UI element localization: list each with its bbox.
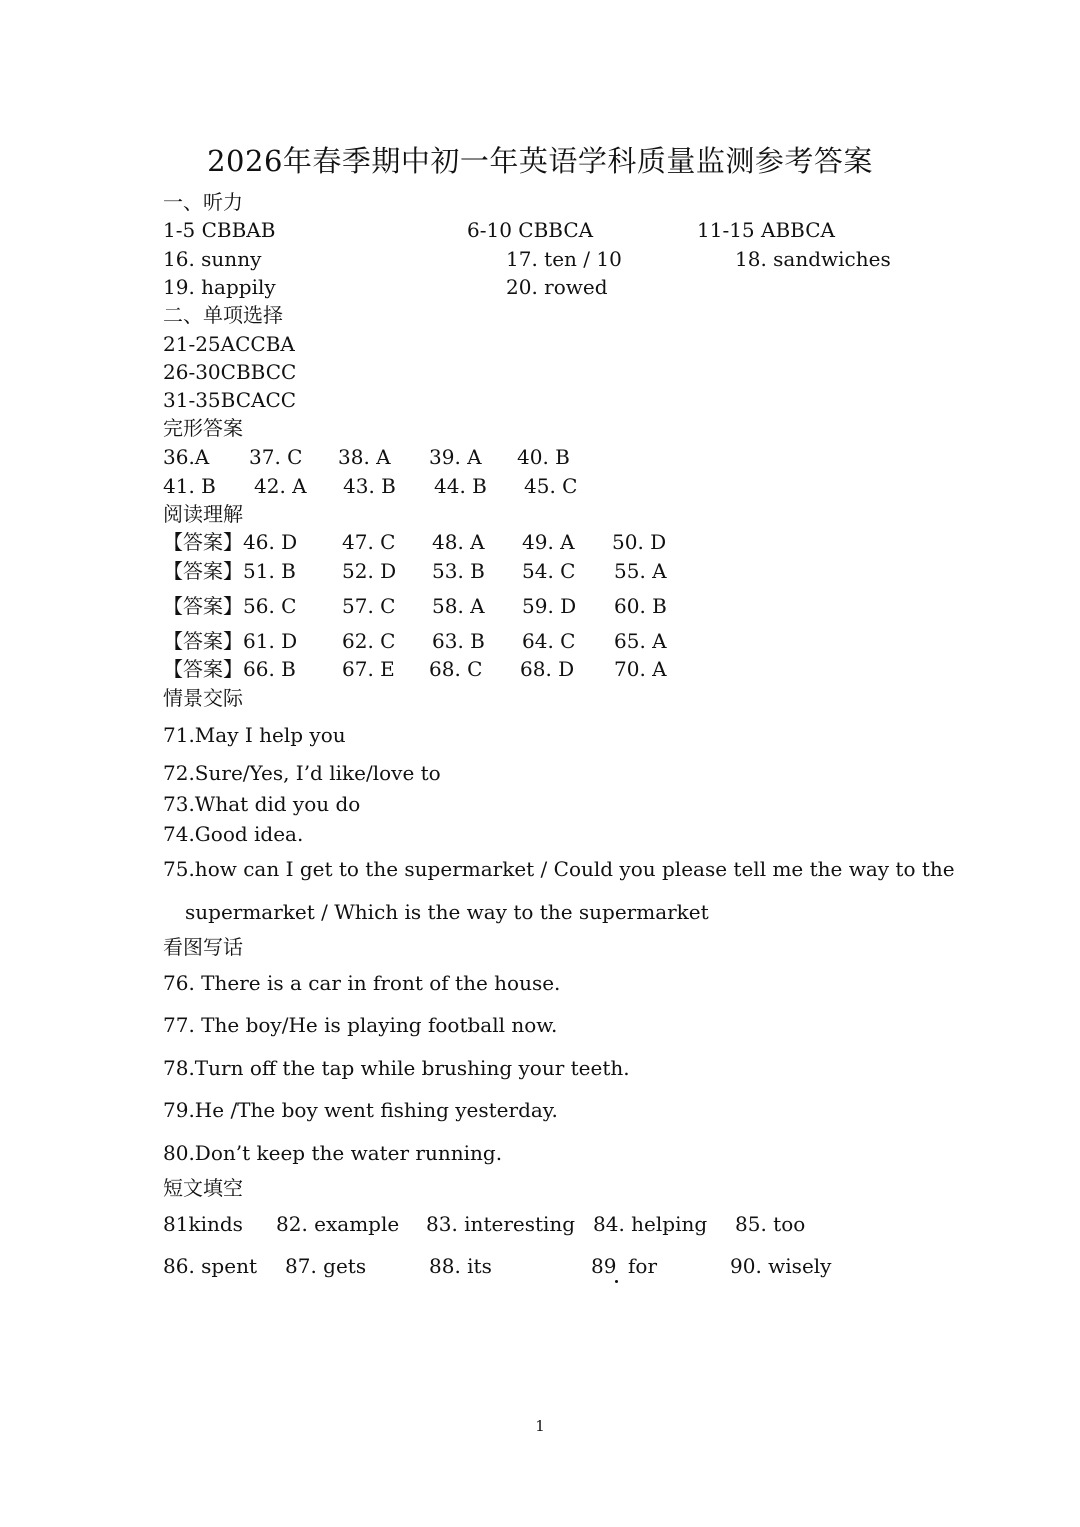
answer-item: 85. too xyxy=(735,1212,806,1236)
answer-item: 58. A xyxy=(432,594,485,618)
answer-item: 72.Sure/Yes, I’d like/love to xyxy=(163,761,441,785)
answer-item: 86. spent xyxy=(163,1254,257,1278)
answer-item: 【答案】61. D xyxy=(163,629,298,653)
answer-item: 83. interesting xyxy=(426,1212,576,1236)
answer-item: 【答案】51. B xyxy=(163,559,296,583)
answer-item: 73.What did you do xyxy=(163,792,361,816)
answer-item: 67. E xyxy=(342,657,395,681)
page-number: 1 xyxy=(535,1417,545,1435)
answer-item: 37. C xyxy=(249,445,303,469)
answer-item: 19. happily xyxy=(163,275,276,299)
answer-item: 45. C xyxy=(524,474,578,498)
answer-item: 81kinds xyxy=(163,1212,243,1236)
stray-dot-mark xyxy=(615,1280,618,1283)
answer-item: 88. its xyxy=(429,1254,492,1278)
answer-item: 55. A xyxy=(614,559,667,583)
answer-item: for xyxy=(628,1254,658,1278)
section-heading-cloze: 完形答案 xyxy=(163,416,243,440)
answer-item: 31-35BCACC xyxy=(163,388,297,412)
page-title: 2026年春季期中初一年英语学科质量监测参考答案 xyxy=(207,144,873,178)
section-heading-picture: 看图写话 xyxy=(163,935,243,959)
answer-item: 70. A xyxy=(614,657,667,681)
answer-item: 38. A xyxy=(338,445,391,469)
answer-item: 39. A xyxy=(429,445,482,469)
answer-item: 89 xyxy=(591,1254,617,1278)
section-heading-reading: 阅读理解 xyxy=(163,502,243,526)
answer-item: 59. D xyxy=(522,594,577,618)
answer-item: 21-25ACCBA xyxy=(163,332,295,356)
answer-item: 42. A xyxy=(254,474,307,498)
answer-item: 57. C xyxy=(342,594,396,618)
answer-item: 60. B xyxy=(614,594,667,618)
answer-item: 78.Turn off the tap while brushing your teeth. xyxy=(163,1056,630,1080)
answer-item: 16. sunny xyxy=(163,247,262,271)
answer-item: 76. There is a car in front of the house. xyxy=(163,971,561,995)
answer-item: 41. B xyxy=(163,474,216,498)
answer-item: 【答案】56. C xyxy=(163,594,297,618)
answer-item: 71.May I help you xyxy=(163,723,346,747)
answer-item: 68. C xyxy=(429,657,483,681)
answer-item: 【答案】46. D xyxy=(163,530,298,554)
answer-item: 44. B xyxy=(434,474,487,498)
answer-item: 1-5 CBBAB xyxy=(163,218,276,242)
section-heading-fill: 短文填空 xyxy=(163,1176,243,1200)
answer-item: 11-15 ABBCA xyxy=(697,218,835,242)
answer-item: 6-10 CBBCA xyxy=(467,218,594,242)
answer-item: 48. A xyxy=(432,530,485,554)
answer-item: 17. ten / 10 xyxy=(506,247,622,271)
answer-item: 26-30CBBCC xyxy=(163,360,297,384)
section-heading-choice: 二、单项选择 xyxy=(163,303,283,327)
answer-item: 79.He /The boy went fishing yesterday. xyxy=(163,1098,558,1122)
answer-item: 47. C xyxy=(342,530,396,554)
answer-item: 77. The boy/He is playing football now. xyxy=(163,1013,558,1037)
answer-item: 74.Good idea. xyxy=(163,822,304,846)
answer-item: 53. B xyxy=(432,559,485,583)
section-heading-listening: 一、听力 xyxy=(163,190,243,214)
answer-item: 40. B xyxy=(517,445,570,469)
answer-item: 64. C xyxy=(522,629,576,653)
answer-item: 20. rowed xyxy=(506,275,608,299)
answer-item: 75.how can I get to the supermarket / Could you please tell me the way to the xyxy=(163,857,955,881)
answer-item-continued: supermarket / Which is the way to the supermarket xyxy=(185,900,709,924)
answer-item: 62. C xyxy=(342,629,396,653)
answer-item: 65. A xyxy=(614,629,667,653)
answer-item: 43. B xyxy=(343,474,396,498)
answer-item: 84. helping xyxy=(593,1212,708,1236)
section-heading-dialogue: 情景交际 xyxy=(163,686,243,710)
answer-item: 52. D xyxy=(342,559,397,583)
answer-item: 54. C xyxy=(522,559,576,583)
answer-item: 50. D xyxy=(612,530,667,554)
answer-item: 【答案】66. B xyxy=(163,657,296,681)
answer-item: 49. A xyxy=(522,530,575,554)
answer-item: 82. example xyxy=(276,1212,400,1236)
answer-item: 36.A xyxy=(163,445,210,469)
answer-item: 87. gets xyxy=(285,1254,367,1278)
answer-item: 68. D xyxy=(520,657,575,681)
answer-item: 90. wisely xyxy=(730,1254,832,1278)
answer-item: 80.Don’t keep the water running. xyxy=(163,1141,503,1165)
answer-item: 63. B xyxy=(432,629,485,653)
answer-item: 18. sandwiches xyxy=(735,247,891,271)
